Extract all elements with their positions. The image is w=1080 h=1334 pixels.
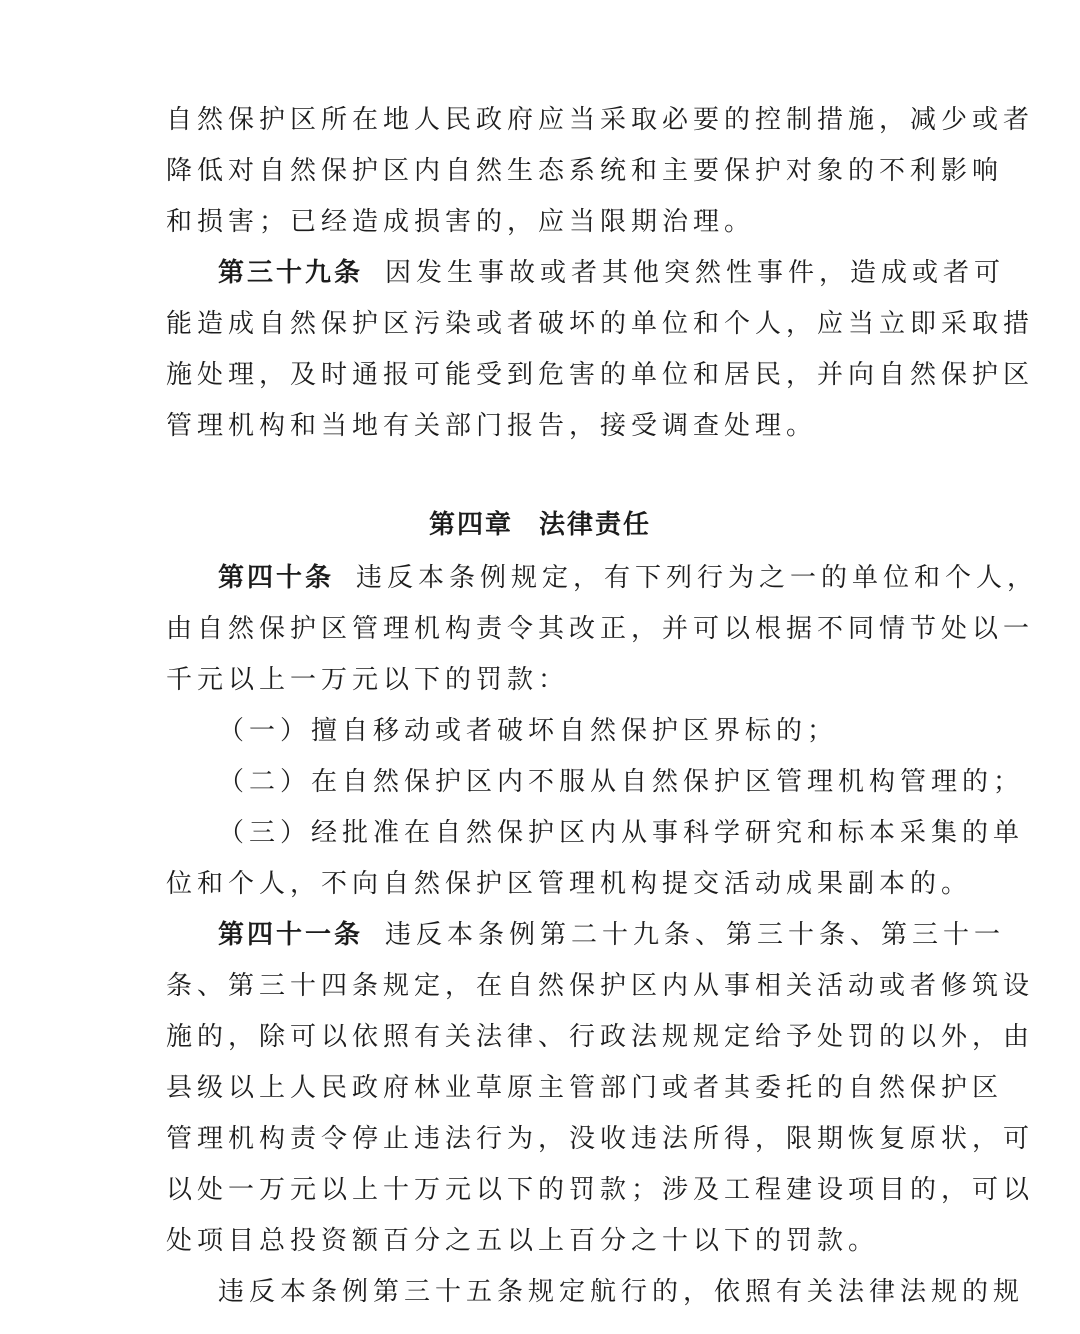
paragraph-line: 管理机构和当地有关部门报告，接受调查处理。 [166, 411, 818, 441]
article-39-heading: 第三十九条 [218, 258, 364, 288]
list-item: （二）在自然保护区内不服从自然保护区管理机构管理的； [218, 767, 1025, 797]
article-41-heading: 第四十一条 [218, 920, 364, 950]
paragraph-line: 和损害；已经造成损害的，应当限期治理。 [166, 207, 756, 237]
list-item: （三）经批准在自然保护区内从事科学研究和标本采集的单 [218, 818, 1025, 848]
paragraph-line: 千元以上一万元以下的罚款： [166, 665, 570, 695]
paragraph-line: 处项目总投资额百分之五以上百分之十以下的罚款。 [166, 1226, 880, 1256]
paragraph-line: 自然保护区所在地人民政府应当采取必要的控制措施，减少或者 [166, 105, 1035, 135]
paragraph-line: 县级以上人民政府林业草原主管部门或者其委托的自然保护区 [166, 1073, 1004, 1103]
paragraph-line: 管理机构责令停止违法行为，没收违法所得，限期恢复原状，可 [166, 1124, 1035, 1154]
paragraph-line: 位和个人，不向自然保护区管理机构提交活动成果副本的。 [166, 869, 973, 899]
list-item: （一）擅自移动或者破坏自然保护区界标的； [218, 716, 839, 746]
article-39-first-line [218, 253, 1006, 293]
paragraph-line: 以处一万元以上十万元以下的罚款；涉及工程建设项目的，可以 [166, 1175, 1035, 1205]
paragraph-line: 施处理，及时通报可能受到危害的单位和居民，并向自然保护区 [166, 360, 1035, 390]
paragraph-line: 由自然保护区管理机构责令其改正，并可以根据不同情节处以一 [166, 614, 1035, 644]
article-40-text: 违反本条例规定，有下列行为之一的单位和个人， [356, 563, 1039, 593]
article-41-text: 违反本条例第二十九条、第三十条、第三十一 [385, 920, 1006, 950]
article-39-text: 因发生事故或者其他突然性事件，造成或者可 [385, 258, 1006, 288]
article-40-heading: 第四十条 [218, 563, 335, 593]
article-41-first-line [218, 915, 1006, 955]
chapter-title: 法律责任 [539, 510, 652, 540]
article-40-first-line [218, 558, 1039, 598]
chapter-heading [0, 504, 1080, 546]
paragraph-line: 违反本条例第三十五条规定航行的，依照有关法律法规的规 [218, 1277, 1025, 1307]
chapter-number: 第四章 [428, 510, 513, 540]
paragraph-line: 施的，除可以依照有关法律、行政法规规定给予处罚的以外，由 [166, 1022, 1035, 1052]
paragraph-line: 降低对自然保护区内自然生态系统和主要保护对象的不利影响 [166, 156, 1004, 186]
paragraph-line: 条、第三十四条规定，在自然保护区内从事相关活动或者修筑设 [166, 971, 1035, 1001]
paragraph-line: 能造成自然保护区污染或者破坏的单位和个人，应当立即采取措 [166, 309, 1035, 339]
